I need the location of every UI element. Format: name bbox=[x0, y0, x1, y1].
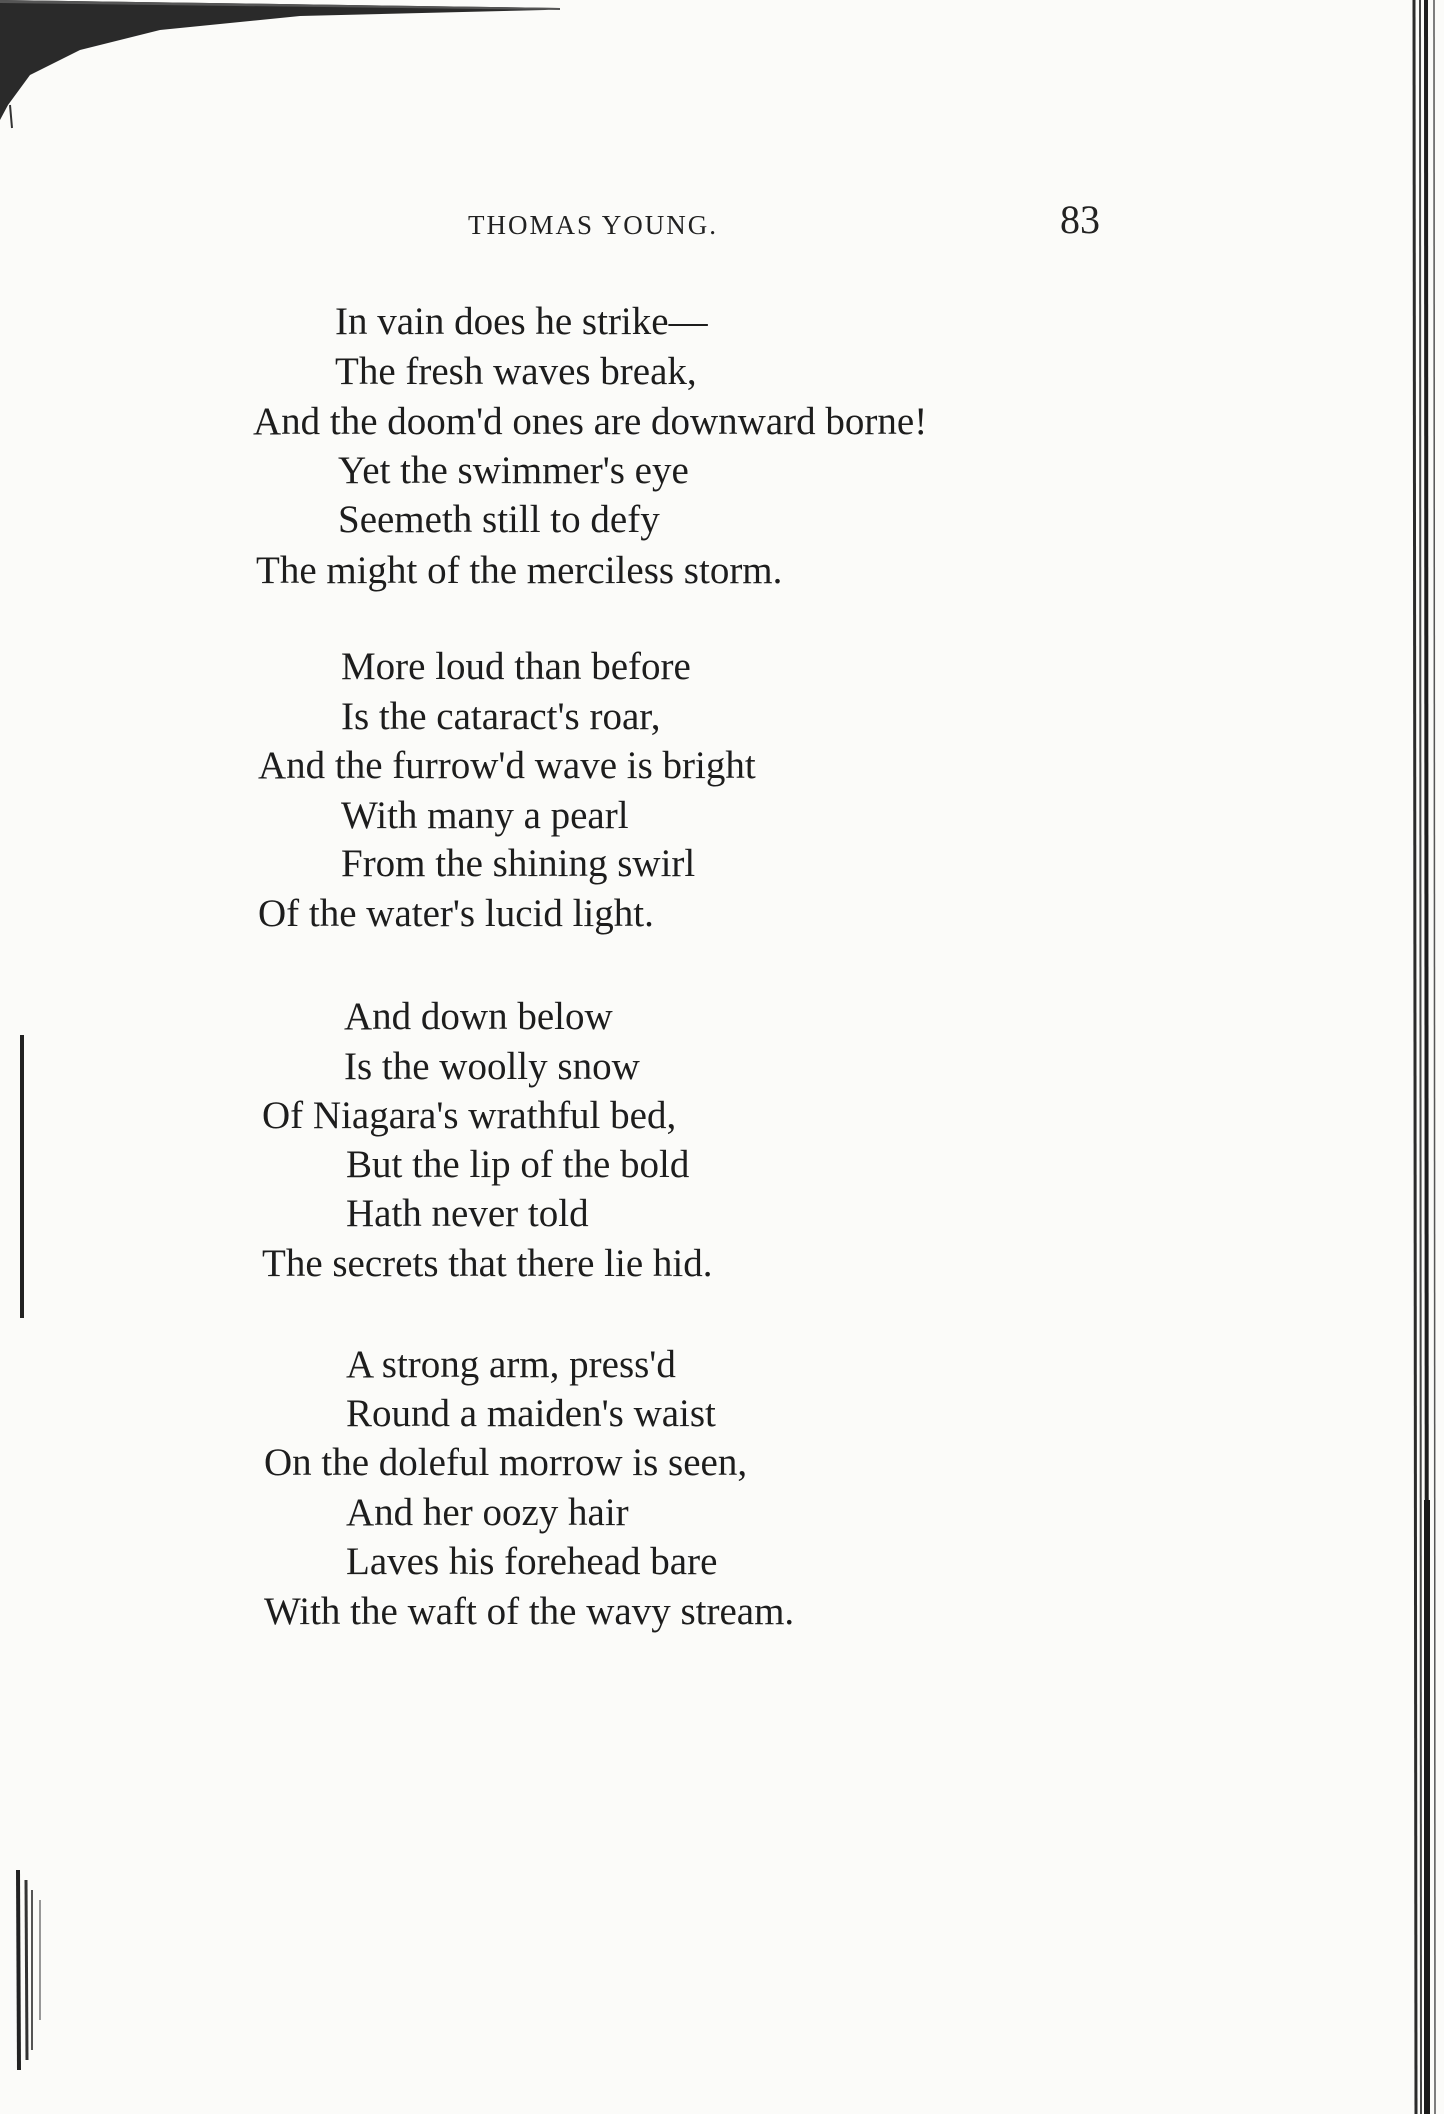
poem-line: Seemeth still to defy bbox=[338, 498, 660, 541]
poem-line: The might of the merciless storm. bbox=[256, 549, 783, 592]
scan-left-margin-marks bbox=[0, 0, 60, 2114]
poem-line: Of Niagara's wrathful bed, bbox=[262, 1094, 677, 1137]
poem-line: Hath never told bbox=[346, 1192, 589, 1235]
scan-binding-edge bbox=[1404, 0, 1444, 2114]
poem-line: In vain does he strike— bbox=[335, 300, 708, 343]
poem-line: The fresh waves break, bbox=[335, 350, 697, 393]
poem-line: And her oozy hair bbox=[346, 1491, 629, 1534]
poem-line: And down below bbox=[344, 995, 613, 1038]
poem-line: Laves his forehead bare bbox=[346, 1540, 718, 1583]
poem-line: With many a pearl bbox=[341, 794, 629, 837]
poem-line: Round a maiden's waist bbox=[346, 1392, 716, 1435]
poem-line: And the doom'd ones are downward borne! bbox=[253, 400, 928, 443]
page-number: 83 bbox=[1060, 197, 1100, 242]
poem-line: With the waft of the wavy stream. bbox=[264, 1590, 795, 1633]
poem-line: A strong arm, press'd bbox=[346, 1343, 676, 1386]
poem-line: Yet the swimmer's eye bbox=[338, 449, 689, 492]
poem-line: And the furrow'd wave is bright bbox=[258, 744, 756, 787]
poem-line: From the shining swirl bbox=[341, 842, 696, 885]
poem-line: But the lip of the bold bbox=[346, 1143, 690, 1186]
scan-corner-smudge bbox=[0, 0, 560, 130]
poem-line: On the doleful morrow is seen, bbox=[264, 1441, 748, 1484]
poem-line: More loud than before bbox=[341, 645, 691, 688]
poem-line: Of the water's lucid light. bbox=[258, 892, 654, 935]
poem-line: Is the woolly snow bbox=[344, 1045, 640, 1088]
running-head: THOMAS YOUNG. bbox=[468, 210, 719, 240]
poem-line: Is the cataract's roar, bbox=[341, 695, 661, 738]
poem-line: The secrets that there lie hid. bbox=[262, 1242, 713, 1285]
